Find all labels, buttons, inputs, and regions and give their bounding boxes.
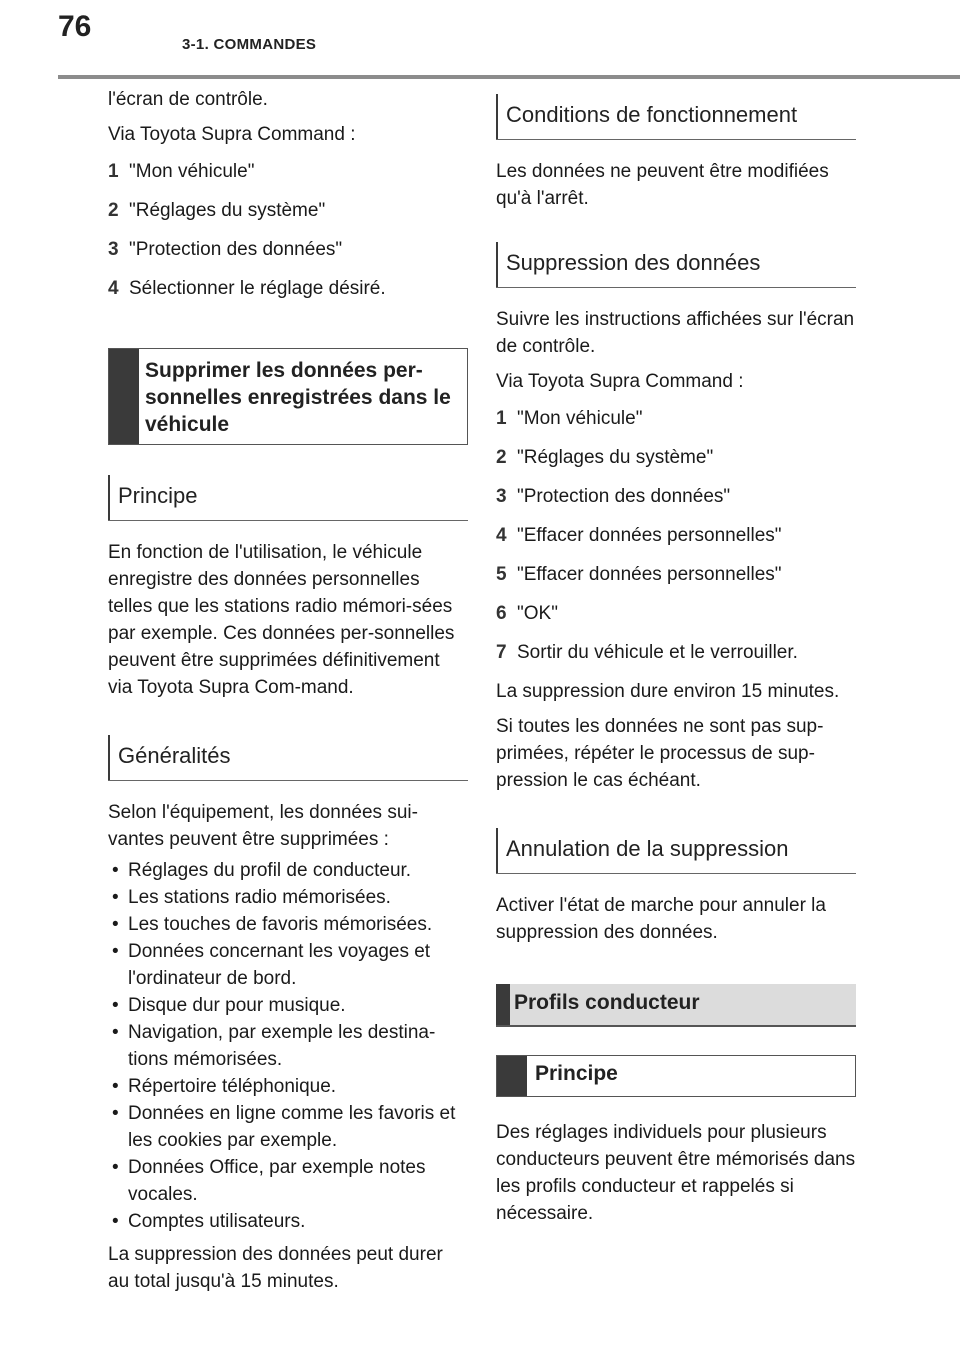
left-column (108, 86, 468, 1299)
chapter-title: 3-1. COMMANDES (182, 36, 317, 53)
subsection-heading (496, 94, 856, 140)
step-text: "Mon véhicule" (517, 408, 643, 429)
list-item: • Les stations radio mémorisées. (108, 884, 468, 911)
subsection-heading (496, 242, 856, 288)
step-text: "Protection des données" (517, 486, 731, 507)
list-item: • Comptes utilisateurs. (108, 1208, 468, 1235)
step-item (496, 639, 856, 666)
section-heading (496, 1055, 856, 1097)
step-item (496, 405, 856, 432)
step-item (496, 561, 856, 588)
step-number: 3 (496, 486, 507, 507)
paragraph: La suppression dure environ 15 minutes. (496, 681, 840, 702)
heading-bar (496, 984, 510, 1025)
heading-bar (496, 242, 498, 287)
heading-bar (496, 94, 498, 139)
paragraph: Des réglages individuels pour plusieurs conducteurs peuvent être mémorisés dans les profils conducteur et rappelés si nécessaire. (496, 1122, 856, 1224)
list-item: • Répertoire téléphonique. (108, 1073, 468, 1100)
step-number: 7 (496, 642, 507, 663)
step-number: 2 (108, 200, 119, 221)
page-number: 76 (58, 10, 92, 43)
step-item (108, 236, 468, 263)
section-title: Supprimer les données per-sonnelles enregistrées dans le véhicule (145, 359, 451, 436)
subsection-title: Principe (118, 483, 198, 508)
subsection-title: Généralités (118, 743, 231, 768)
step-number: 1 (496, 408, 507, 429)
step-number: 4 (496, 525, 507, 546)
bullet-list (108, 857, 468, 1235)
chapter-heading (496, 984, 856, 1027)
step-text: Sortir du véhicule et le verrouiller. (517, 642, 798, 663)
paragraph: Via Toyota Supra Command : (108, 124, 356, 145)
step-item (496, 600, 856, 627)
paragraph: Suivre les instructions affichées sur l'écran de contrôle. (496, 309, 855, 357)
step-number: 6 (496, 603, 507, 624)
step-number: 5 (496, 564, 507, 585)
step-item (496, 483, 856, 510)
step-text: "Mon véhicule" (129, 161, 255, 182)
subsection-title: Conditions de fonctionnement (506, 102, 798, 127)
step-text: "OK" (517, 603, 558, 624)
list-item: • Navigation, par exemple les destina-tions mémorisées. (108, 1019, 468, 1073)
paragraph: Si toutes les données ne sont pas sup-primées, répéter le processus de sup-pression le cas échéant. (496, 716, 824, 791)
step-item (496, 444, 856, 471)
paragraph: En fonction de l'utilisation, le véhicule enregistre des données personnelles telles que les stations radio mémori-sées par exemple. Ces données per-sonnelles peuvent être supprimées définitivement via Toyota Supra Com-mand. (108, 542, 455, 698)
section-title: Principe (535, 1062, 618, 1085)
step-number: 3 (108, 239, 119, 260)
step-number: 2 (496, 447, 507, 468)
step-text: "Effacer données personnelles" (517, 525, 782, 546)
step-item (108, 275, 468, 302)
step-number: 4 (108, 278, 119, 299)
paragraph: La suppression des données peut durer au total jusqu'à 15 minutes. (108, 1244, 443, 1292)
step-item (108, 197, 468, 224)
step-text: "Réglages du système" (517, 447, 714, 468)
heading-bar (108, 475, 110, 520)
heading-bar (496, 828, 498, 873)
header-rule (58, 75, 960, 79)
list-item: • Réglages du profil de conducteur. (108, 857, 468, 884)
chapter-heading-title: Profils conducteur (514, 991, 700, 1014)
step-text: "Protection des données" (129, 239, 343, 260)
heading-bar (109, 349, 139, 444)
list-item: • Données en ligne comme les favoris et les cookies par exemple. (108, 1100, 468, 1154)
page-header (0, 0, 960, 80)
subsection-heading (496, 828, 856, 874)
list-item: • Données Office, par exemple notes vocales. (108, 1154, 468, 1208)
step-item (108, 158, 468, 185)
list-item: • Données concernant les voyages et l'ordinateur de bord. (108, 938, 468, 992)
step-text: Sélectionner le réglage désiré. (129, 278, 386, 299)
subsection-title: Suppression des données (506, 250, 761, 275)
step-text: "Réglages du système" (129, 200, 326, 221)
heading-bar (497, 1056, 527, 1096)
right-column (496, 86, 856, 1231)
paragraph: l'écran de contrôle. (108, 89, 268, 110)
step-item (496, 522, 856, 549)
subsection-heading (108, 475, 468, 521)
paragraph: Via Toyota Supra Command : (496, 371, 744, 392)
paragraph: Activer l'état de marche pour annuler la suppression des données. (496, 895, 826, 943)
list-item: • Les touches de favoris mémorisées. (108, 911, 468, 938)
section-heading (108, 348, 468, 445)
heading-bar (108, 735, 110, 780)
step-text: "Effacer données personnelles" (517, 564, 782, 585)
subsection-heading (108, 735, 468, 781)
step-number: 1 (108, 161, 119, 182)
paragraph: Les données ne peuvent être modifiées qu'à l'arrêt. (496, 161, 829, 209)
subsection-title: Annulation de la suppression (506, 836, 789, 861)
paragraph: Selon l'équipement, les données sui-vantes peuvent être supprimées : (108, 802, 418, 850)
list-item: • Disque dur pour musique. (108, 992, 468, 1019)
